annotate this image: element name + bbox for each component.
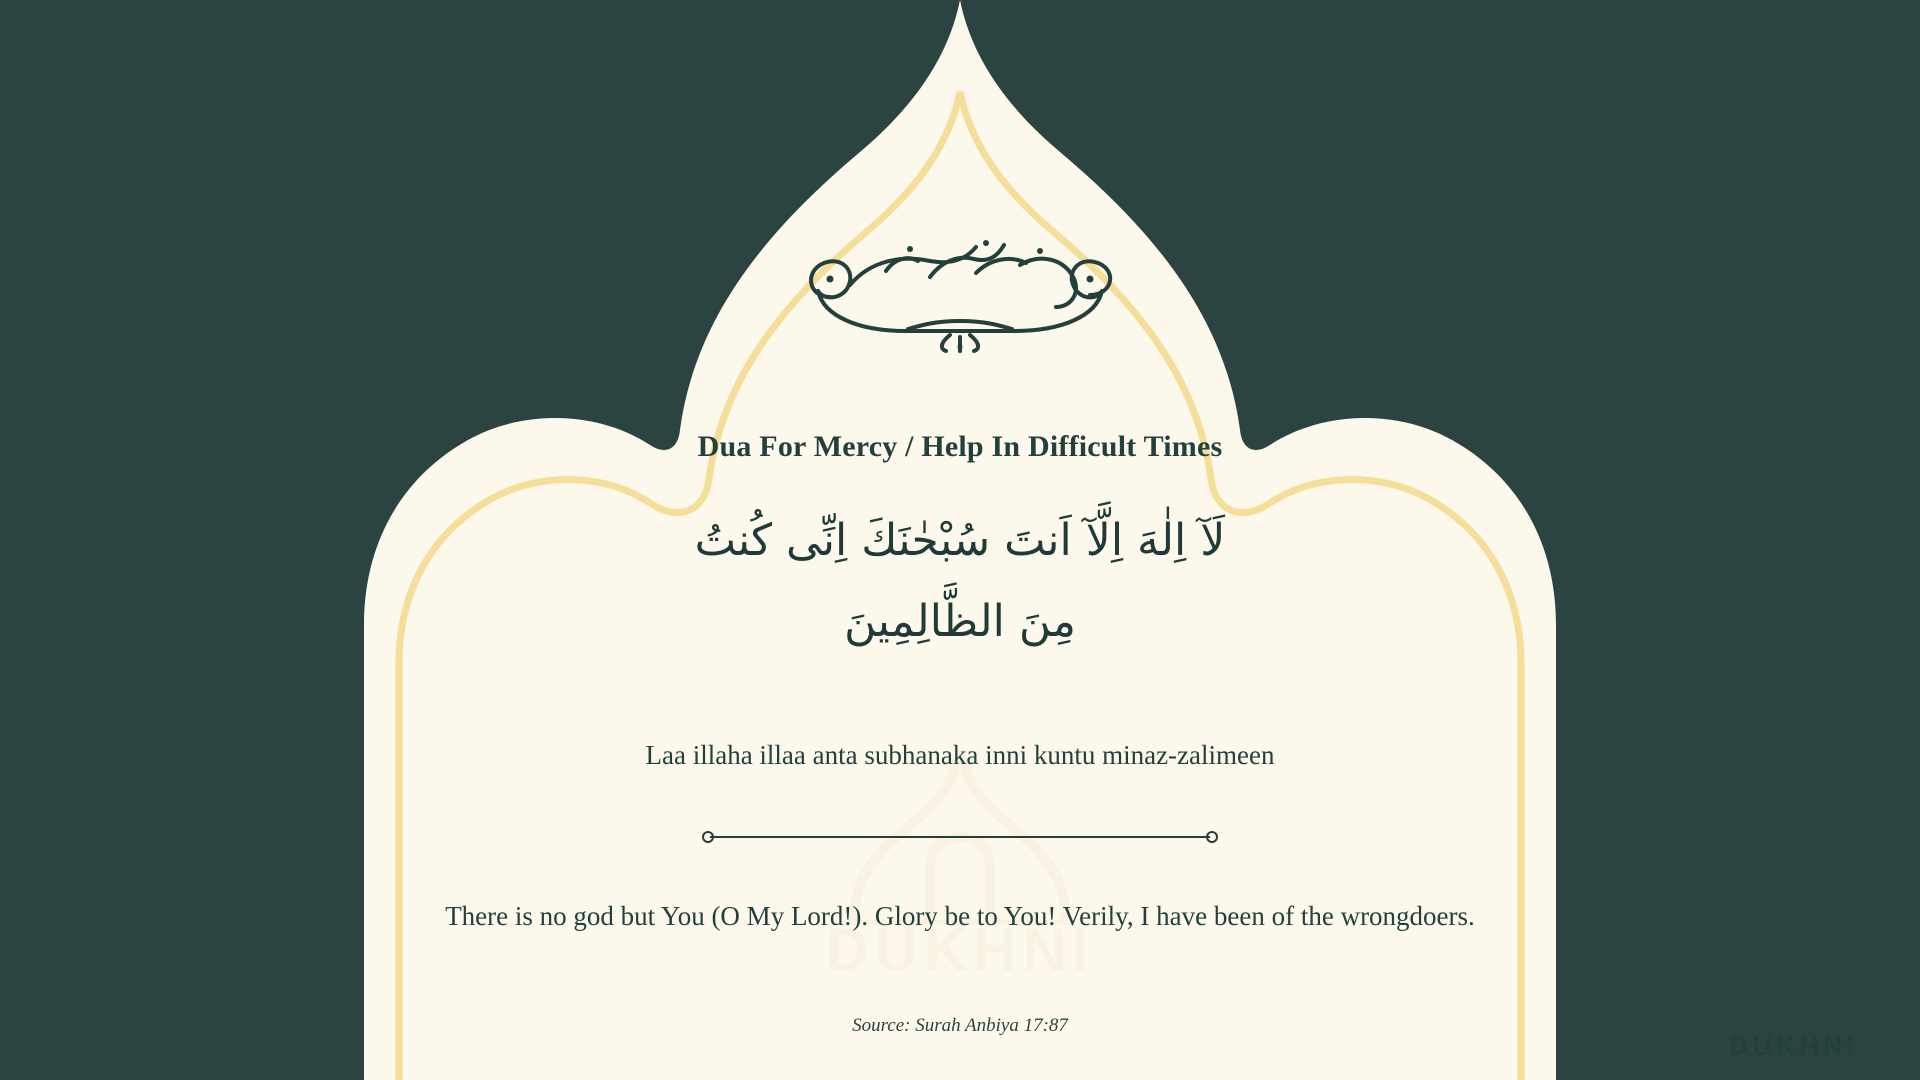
bismillah-calligraphy-icon — [790, 225, 1130, 355]
watermark-label: DUKHNI — [825, 916, 1095, 983]
arch-card — [180, 0, 1740, 1080]
card-content — [180, 0, 1740, 1080]
arabic-line-1: لَآ اِلٰهَ اِلَّآ اَنتَ سُبْحٰنَكَ اِنِّى كُنتُ — [694, 515, 1226, 566]
arabic-text — [460, 500, 1460, 663]
dukhni-arch-logo-icon — [725, 745, 1195, 1005]
page-title: Dua For Mercy / Help In Difficult Times — [697, 430, 1223, 463]
translation-text: There is no god but You (O My Lord!). Glory be to You! Verily, I have been of the wrongdoers. — [445, 901, 1475, 931]
source-reference: Source: Surah Anbiya 17:87 — [852, 1015, 1068, 1036]
arabic-line-2: مِنَ الظَّالِمِينَ — [844, 596, 1076, 648]
line-divider-with-dots-icon — [700, 830, 1220, 844]
brand-logo-text: DUKHNI — [1729, 1031, 1858, 1061]
transliteration-text: Laa illaha illaa anta subhanaka inni kuntu minaz-zalimeen — [645, 740, 1275, 770]
